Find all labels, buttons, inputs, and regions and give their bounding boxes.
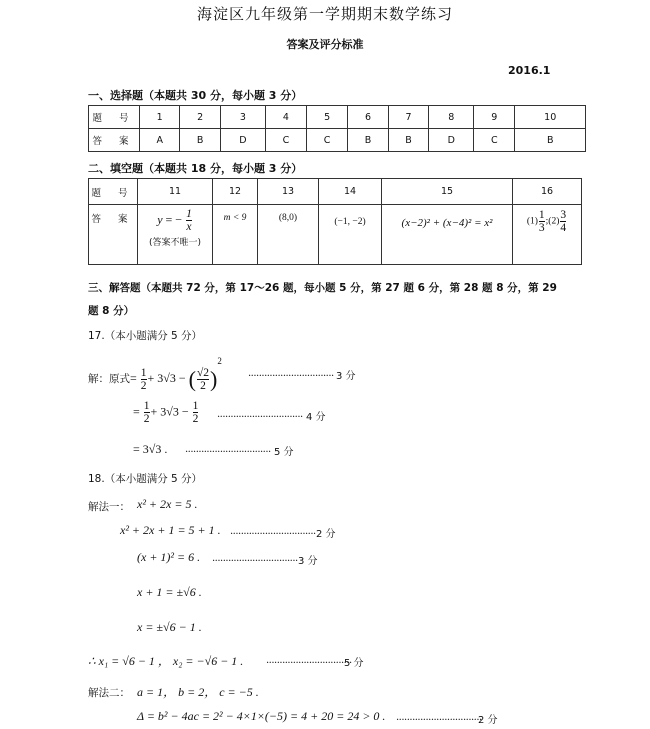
table-cell: 4 [265,106,306,129]
table-cell: 2 [180,106,221,129]
answer-16-part1: (1) [526,216,538,227]
table-row [89,179,582,205]
answer-16-fraction-1 [539,209,545,234]
fraction-numerator: √2 [196,366,210,379]
section-3-heading-line-1: 三、解答题（本题共 72 分，第 17～26 题，每小题 5 分，第 27 题 6 分，第 28 题 8 分，第 29 [88,282,557,294]
table-row [89,106,586,129]
q17-line-3: = 3√3 . [133,442,168,456]
q18-m1-line-2: x² + 2x + 1 = 5 + 1 . [120,523,221,537]
q17-fraction [141,367,147,392]
table-cell: C [474,129,515,152]
table-cell: 6 [348,106,389,129]
fraction-denominator: 2 [192,413,199,425]
row-label: 题 号 [89,106,140,129]
table-cell: 16 [513,179,582,205]
q18-m1-line-1: x² + 2x = 5 . [137,497,198,511]
q17-line-2-term: + 3√3 − [150,404,192,419]
table-row [89,205,582,265]
fraction-denominator: 3 [538,222,545,234]
document-date: 2016.1 [508,64,551,77]
answer-12-cell: m < 9 [213,205,258,265]
q18-m1-line-2-score: 2 分 [316,529,336,540]
fraction-denominator: 2 [140,379,147,392]
table-cell: 15 [382,179,513,205]
answer-16-part2: ;(2) [545,216,560,227]
table-cell: B [515,129,586,152]
table-cell: 12 [213,179,258,205]
fraction-denominator: 4 [560,222,567,234]
table-cell: C [265,129,306,152]
q18-m1-line-2-dots: ................................ [230,526,316,537]
answer-11-eq: = − [165,212,183,227]
q18-m2-line-2-score: 2 分 [478,715,498,726]
fraction-numerator: 1 [143,400,150,412]
table-cell: 1 [140,106,180,129]
left-paren-icon: ( [188,366,196,392]
q18-method-1-label: 解法一： [88,501,130,513]
answer-11-note: (答案不唯一) [148,238,202,248]
table-cell: 7 [388,106,429,129]
q18-method-2-label: 解法二： [88,687,130,699]
table-cell: B [348,129,389,152]
q17-inner-fraction [197,367,209,392]
fraction-numerator: 1 [192,400,199,412]
q17-line-1-dots: ................................ [248,368,334,379]
q17-line-3-score: 5 分 [274,447,294,458]
table-cell: 3 [220,106,265,129]
answer-16-cell [513,205,582,265]
section-2-heading: 二、填空题（本题共 18 分，每小题 3 分） [88,162,303,175]
q17-line-1-score: 3 分 [336,371,356,382]
q18-m1-conclusion-score: 5 分 [344,658,364,669]
fill-in-table [88,178,582,265]
answer-13-cell: (8,0) [258,205,319,265]
section-3-heading-line-2: 题 8 分） [88,305,135,317]
fraction-denominator: x [186,221,192,233]
table-cell: 8 [429,106,474,129]
table-cell: C [307,129,348,152]
answer-11-y: y [157,212,163,227]
fraction-denominator: 2 [197,379,209,392]
fraction-numerator: 1 [140,366,147,379]
table-cell: 11 [138,179,213,205]
row-label: 题 号 [89,179,138,205]
q17-term: + 3√3 − [147,371,189,385]
answer-11-fraction [186,208,192,233]
q18-m2-line-2: Δ = b² − 4ac = 2² − 4×1×(−5) = 4 + 20 = 24 > 0 . [137,709,386,723]
table-cell: B [180,129,221,152]
right-paren-icon: ) [210,366,218,392]
q17-line-2-fraction-2 [193,400,199,425]
q17-exponent: 2 [217,356,222,366]
multiple-choice-table [88,105,586,152]
q18-m2-line-1: a = 1， b = 2， c = −5 . [137,685,259,699]
row-label: 答 案 [89,205,138,265]
table-row [89,129,586,152]
q17-line-2-eq: = [133,404,143,419]
q18-title: 18.（本小题满分 5 分） [88,473,203,485]
table-cell: B [388,129,429,152]
table-cell: 14 [319,179,382,205]
q18-m1-line-3: (x + 1)² = 6 . [137,550,201,564]
answer-16-fraction-2 [560,209,566,234]
q17-prefix: 解：原式 [88,373,130,385]
fraction-denominator: 2 [143,413,150,425]
answer-15-cell: (x−2)² + (x−4)² = x² [382,205,513,265]
q18-m1-line-5: x = ±√6 − 1 . [137,620,202,634]
table-cell: 9 [474,106,515,129]
table-cell: D [220,129,265,152]
answer-14-cell: (−1, −2) [319,205,382,265]
document-subtitle: 答案及评分标准 [286,38,364,51]
q18-m1-conclusion-dots: ................................ [266,655,352,666]
table-cell: 10 [515,106,586,129]
fraction-numerator: 1 [538,209,545,221]
row-label: 答 案 [89,129,140,152]
q18-m2-line-2-dots: ................................ [396,712,482,723]
q17-line-2 [133,400,199,425]
fraction-numerator: 3 [560,209,567,221]
table-cell: D [429,129,474,152]
answer-11-cell [138,205,213,265]
q17-title: 17.（本小题满分 5 分） [88,330,203,342]
q17-line-3-dots: ................................ [185,444,271,455]
table-cell: 13 [258,179,319,205]
table-cell: A [140,129,180,152]
q17-line-1 [88,356,222,392]
q18-m1-line-3-score: 3 分 [298,556,318,567]
fraction-numerator: 1 [186,208,192,220]
q18-m1-line-3-dots: ................................ [212,553,298,564]
q17-line-2-score: 4 分 [306,412,326,423]
q17-eq: = [130,371,140,385]
document-title: 海淀区九年级第一学期期末数学练习 [196,5,453,23]
q18-m1-line-4: x + 1 = ±√6 . [137,585,202,599]
q18-m1-conclusion: ∴ x₁ = √6 − 1 ， x₂ = −√6 − 1 . [88,654,244,668]
q17-line-2-dots: ................................ [217,409,303,420]
q17-line-2-fraction-1 [144,400,150,425]
table-cell: 5 [307,106,348,129]
section-1-heading: 一、选择题（本题共 30 分，每小题 3 分） [88,89,303,102]
